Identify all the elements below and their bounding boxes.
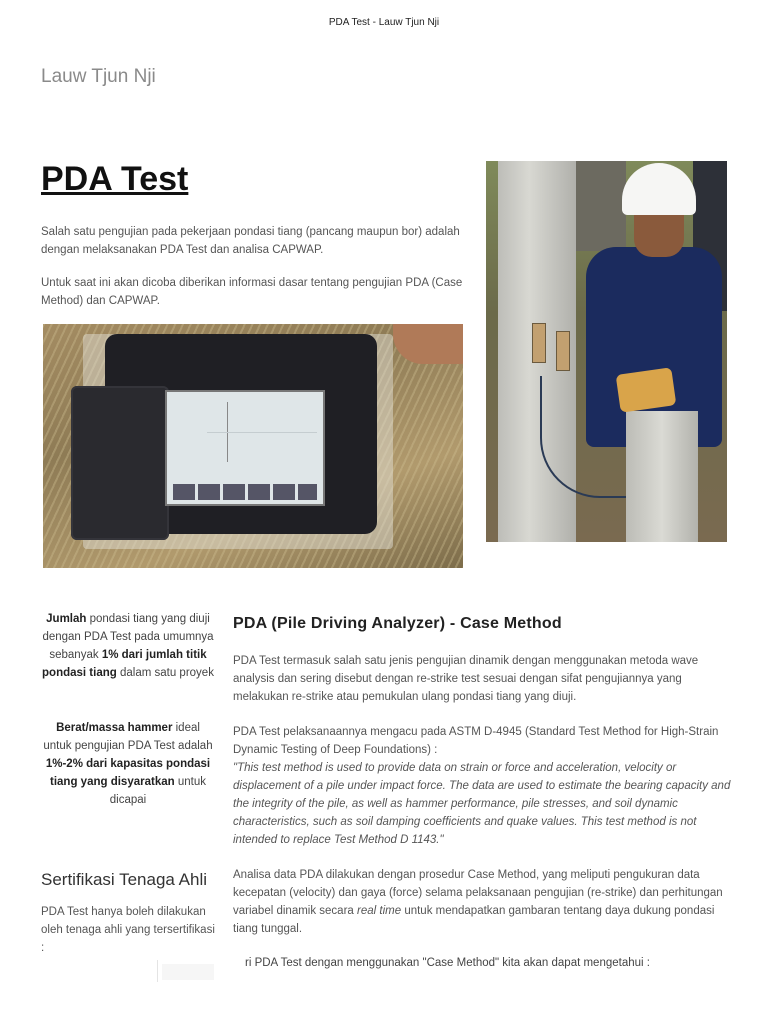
strain-gauge-sensor xyxy=(532,323,546,363)
pile-testing-worker-photo xyxy=(486,161,727,542)
pile-count-text-2: dalam satu proyek xyxy=(116,667,214,679)
intro-text xyxy=(41,223,466,325)
accelerometer-sensor xyxy=(556,331,570,371)
device-screen xyxy=(165,390,325,506)
site-name[interactable]: Lauw Tjun Nji xyxy=(41,66,156,87)
device-case-flap xyxy=(71,386,169,540)
short-concrete-pile xyxy=(626,411,698,542)
astm-quote: "This test method is used to provide data on strain or force and acceleration, velocity or displacement of a pile under impact force. The data are used to estimate the bearing capacity and the integrity of the pile, as well as hammer performance, pile stresses, and soil dynamic characteristics, such as soil damping coefficients and quake values. This test method is not intended to replace Test Method D 1143." xyxy=(233,762,731,846)
hammer-text-1: ideal untuk pengujian PDA Test adalah xyxy=(43,722,213,752)
hammer-bold-2: 1%-2% dari kapasitas pondasi tiang yang disyaratkan xyxy=(45,758,211,788)
safety-helmet xyxy=(622,163,696,215)
device-softkeys xyxy=(173,484,317,500)
case-method-text-1: Analisa data PDA dilakukan dengan prosedur Case Method, yang meliputi pengukuran data kecepatan (velocity) dan gaya (force) selama pelaksanaan pengujian (re-strike) dan perhitungan variabel dinamik secara xyxy=(233,869,723,917)
case-method-lead-in: ri PDA Test dengan menggunakan "Case Method" kita akan dapat mengetahui : xyxy=(245,957,650,969)
pile-count-text-1: pondasi tiang yang diuji dengan PDA Test pada umumnya sebanyak xyxy=(42,613,214,661)
sidebar-notes xyxy=(41,610,215,846)
document-header-title: PDA Test - Lauw Tjun Nji xyxy=(328,17,440,28)
background-person xyxy=(576,161,626,251)
hammer-text-2: untuk dicapai xyxy=(109,776,206,806)
paragraph-case-method xyxy=(233,866,731,938)
pda-device-photo xyxy=(43,324,463,568)
hammer-bold-1: Berat/massa hammer xyxy=(56,722,173,734)
certification-heading: Sertifikasi Tenaga Ahli xyxy=(41,870,208,889)
hammer-weight-note xyxy=(41,719,215,809)
case-method-text-2: untuk mendapatkan gambaran tentang daya dukung pondasi tiang tunggal. xyxy=(233,905,715,935)
pile-count-bold-1: Jumlah xyxy=(46,613,87,625)
certification-text: PDA Test hanya boleh dilakukan oleh tenaga ahli yang tersertifikasi : xyxy=(41,906,215,954)
case-method-emphasis: real time xyxy=(357,905,402,917)
divider xyxy=(157,960,158,982)
page-title: PDA Test xyxy=(41,160,189,198)
signal-trace xyxy=(207,402,317,462)
main-content xyxy=(233,652,731,955)
paragraph-astm-reference: PDA Test pelaksanaannya mengacu pada ASTM D-4945 (Standard Test Method for High-Strain Dynamic Testing of Deep Foundations) : xyxy=(233,726,719,756)
intro-paragraph-2: Untuk saat ini akan dicoba diberikan informasi dasar tentang pengujian PDA (Case Method) dan CAPWAP. xyxy=(41,277,463,307)
paragraph-pda-definition: PDA Test termasuk salah satu jenis pengujian dinamik dengan menggunakan metoda wave analysis dan sering disebut dengan re-strike test sesuai dengan sifat pengujiannya yang melakukan re-strike atau pemukulan ulang pondasi tiang yang diuji. xyxy=(233,655,699,703)
intro-paragraph-1: Salah satu pengujian pada pekerjaan pondasi tiang (pancang maupun bor) adalah dengan melaksanakan PDA Test dan analisa CAPWAP. xyxy=(41,226,460,256)
pile-count-bold-2: 1% dari jumlah titik pondasi tiang xyxy=(42,649,207,679)
pile-count-note xyxy=(41,610,215,682)
tool-bag xyxy=(616,367,677,412)
section-heading: PDA (Pile Driving Analyzer) - Case Method xyxy=(233,615,562,632)
faint-placeholder xyxy=(162,964,214,980)
